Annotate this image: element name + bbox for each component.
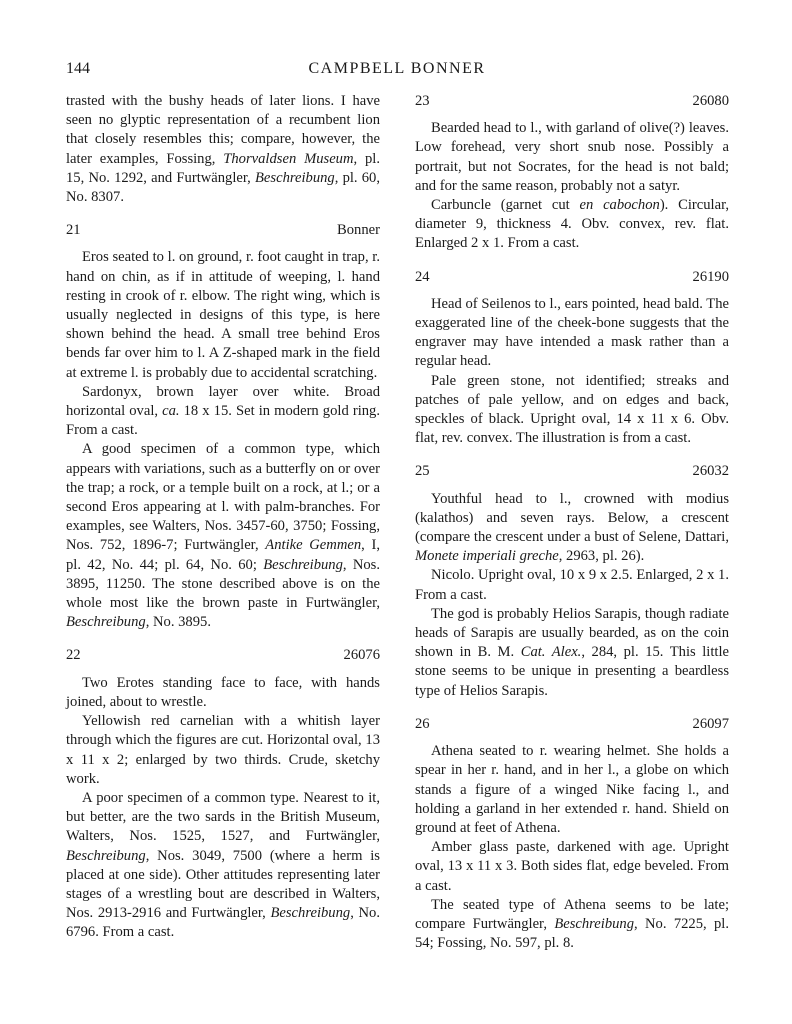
entry-reference: 26190 — [692, 268, 729, 285]
entry-21-description: Eros seated to l. on ground, r. foot caught in trap, r. hand on chin, as if in attitude of weeping, l. hand resting in crook of r. elbow. The right wing, which is usually neglected in designs of this type, is here shown behind the head. A small tree behind Eros bends far over him to l. A Z-shaped mark in the field at extreme l. is probably due to accidental scratching. — [66, 249, 380, 381]
entry-25-heading — [415, 462, 729, 481]
entry-reference: 26076 — [343, 647, 380, 664]
running-title: CAMPBELL BONNER — [308, 60, 486, 77]
entry-22-heading — [66, 646, 380, 665]
entry-25-commentary: The god is probably Helios Sarapis, though radiate heads of Sarapis are usually bearded, as on the coin shown in B. M. Cat. Alex., 284, pl. 15. This little stone seems to be unique in presenting a beardless type of Helios Sarapis. — [415, 605, 729, 699]
entry-number: 23 — [415, 93, 430, 109]
entry-21-material: Sardonyx, brown layer over white. Broad horizontal oval, ca. 18 x 15. Set in modern gold ring. From a cast. — [66, 383, 380, 439]
entry-24-material: Pale green stone, not identified; streaks and patches of pale yellow, and on edges and back, speckles of black. Upright oval, 14 x 11 x 6. Obv. flat, rev. convex. The illustration is from a cast. — [415, 372, 729, 447]
entry-reference: Bonner — [337, 222, 380, 239]
entry-25-description: Youthful head to l., crowned with modius (kalathos) and seven rays. Below, a crescent (compare the crescent under a bust of Selene, Dattari, Monete imperiali greche, 2963, pl. 26). — [415, 490, 729, 565]
entry-reference: 26097 — [692, 715, 729, 732]
entry-23-description: Bearded head to l., with garland of olive(?) leaves. Low forehead, very short snub nose. Possibly a portrait, but not Socrates, for the head is not bald; and for the same reason, probably not a satyr. — [415, 120, 729, 194]
entry-24-heading — [415, 268, 729, 287]
entry-number: 21 — [66, 222, 81, 239]
entry-26-description: Athena seated to r. wearing helmet. She holds a spear in her r. hand, and in her l., a globe on which stands a figure of a winged Nike facing l., and holding a garland in her extended r. hand. Shield on ground at feet of Athena. — [415, 743, 729, 836]
entry-23-heading — [415, 92, 729, 111]
entry-24-description: Head of Seilenos to l., ears pointed, head bald. The exaggerated line of the cheek-bone suggests that the engraver may have intended a mask rather than a regular head. — [415, 295, 729, 370]
entry-23-material: Carbuncle (garnet cut en cabochon). Circular, diameter 9, thickness 4. Obv. convex, rev. flat. Enlarged 2 x 1. From a cast. — [415, 197, 729, 252]
entry-22-commentary: A poor specimen of a common type. Nearest to it, but better, are the two sards in the British Museum, Walters, Nos. 1525, 1527, and Furtwängler, Beschreibung, Nos. 3049, 7500 (where a herm is placed at one side). Other attitudes representing later stages of a wrestling bout are described in Walters, Nos. 2913-2916 and Furtwängler, Beschreibung, No. 6796. From a cast. — [66, 789, 380, 941]
entry-26-material: Amber glass paste, darkened with age. Upright oval, 13 x 11 x 3. Both sides flat, edge beveled. From a cast. — [415, 839, 729, 894]
entry-number: 22 — [66, 647, 81, 664]
page-number: 144 — [66, 60, 90, 77]
page-header — [66, 60, 728, 82]
entry-reference: 26080 — [692, 93, 729, 109]
entry-21-heading — [66, 221, 380, 240]
entry-number: 25 — [415, 463, 430, 480]
entry-number: 24 — [415, 268, 430, 285]
entry-number: 26 — [415, 715, 430, 732]
entry-21-commentary: A good specimen of a common type, which appears with variations, such as a butterfly on or over the trap; a rock, or a temple built on a rock, at l.; or a second Eros appearing at l. with palm-branches. For examples, see Walters, Nos. 3457-60, 3750; Fossing, Nos. 752, 1896-7; Furtwängler, Antike Gemmen, I, pl. 42, No. 44; pl. 64, No. 60; Beschreibung, Nos. 3895, 11250. The stone described above is on the whole most like the brown paste in Furtwängler, Beschreibung, No. 3895. — [66, 441, 381, 631]
entry-26-heading — [415, 715, 729, 734]
entry-22-material: Yellowish red carnelian with a whitish layer through which the figures are cut. Horizontal oval, 13 x 11 x 2; enlarged by two thirds. Crude, sketchy work. — [66, 713, 380, 787]
entry-22-description: Two Erotes standing face to face, with hands joined, about to wrestle. — [66, 674, 380, 710]
continued-paragraph: trasted with the bushy heads of later lions. I have seen no glyptic representation of a recumbent lion that closely resembles this; compare, however, the later examples, Fossing, Thorvaldsen Museum, pl. 15, No. 1292, and Furtwängler, Beschreibung, pl. 60, No. 8307. — [66, 93, 380, 206]
entry-reference: 26032 — [692, 463, 729, 480]
left-column — [66, 92, 380, 943]
entry-25-material: Nicolo. Upright oval, 10 x 9 x 2.5. Enlarged, 2 x 1. From a cast. — [415, 567, 729, 603]
right-column — [415, 92, 729, 953]
entry-26-commentary: The seated type of Athena seems to be late; compare Furtwängler, Beschreibung, No. 7225, pl. 54; Fossing, No. 597, pl. 8. — [415, 896, 729, 952]
